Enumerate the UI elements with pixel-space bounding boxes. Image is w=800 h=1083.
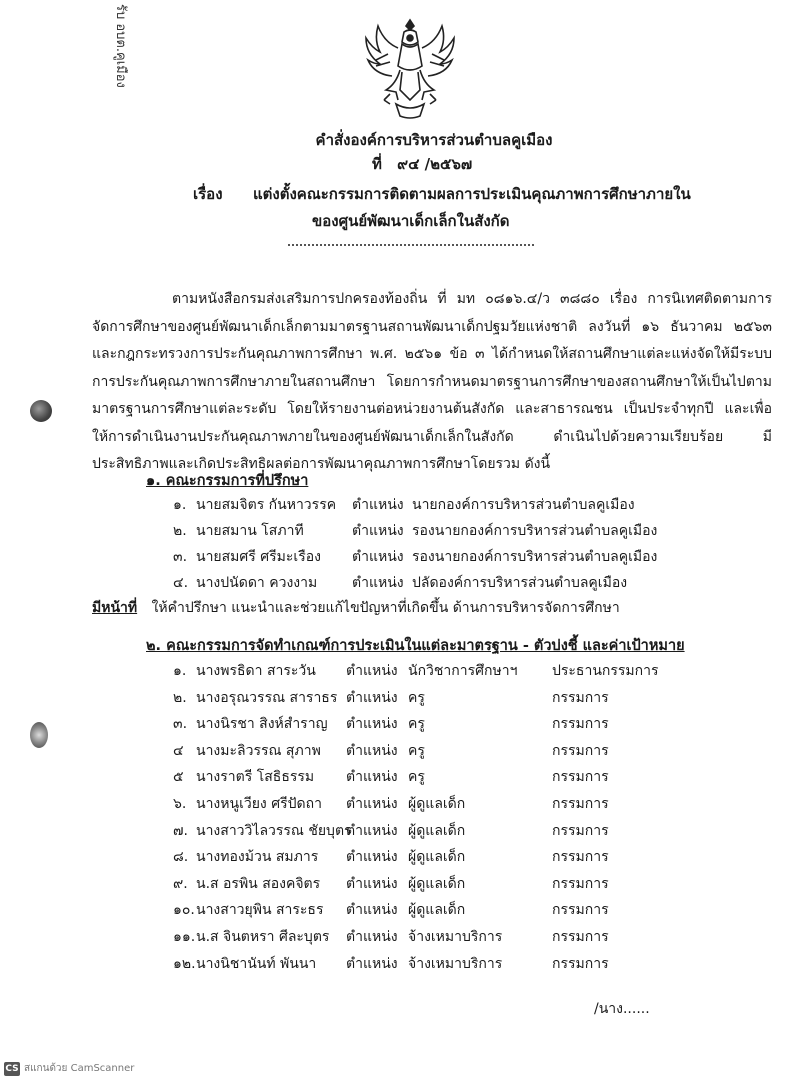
member-pos-label: ตำแหน่ง — [346, 929, 398, 945]
member-role: กรรมการ — [552, 742, 609, 759]
member-role: กรรมการ — [552, 689, 609, 706]
member-name: น.ส อรพิน สองคจิตร — [196, 875, 321, 892]
member-row — [0, 899, 800, 921]
member-name: นางสาววิไลวรรณ ชัยบุตร — [196, 822, 352, 839]
member-pos-label: ตำแหน่ง — [352, 523, 404, 539]
member-pos-label: ตำแหน่ง — [346, 796, 398, 812]
received-stamp: รับ อบต.คูเมือง — [113, 4, 128, 88]
member-position: นายกองค์การบริหารส่วนตำบลคูเมือง — [412, 497, 635, 513]
subject-line-2: ของศูนย์พัฒนาเด็กเล็กในสังกัด — [312, 212, 510, 230]
section2-title: ๒. คณะกรรมการจัดทำเกณฑ์การประเมินในแต่ละมาตรฐาน - ตัวบ่งชี้ และค่าเป้าหมาย — [146, 638, 685, 654]
member-role: กรรมการ — [552, 902, 609, 919]
member-position: ครู — [408, 689, 425, 706]
member-position: ครู — [408, 716, 425, 733]
member-row — [0, 953, 800, 975]
separator-dotted-line — [288, 244, 534, 246]
member-position: รองนายกองค์การบริหารส่วนตำบลคูเมือง — [412, 549, 658, 565]
member-no: ๑๑. — [173, 929, 196, 945]
section1-duty — [92, 597, 620, 619]
member-pos-label: ตำแหน่ง — [346, 716, 398, 733]
section1-title: ๑. คณะกรรมการที่ปรึกษา — [146, 473, 309, 489]
scanner-footer-text: สแกนด้วย CamScanner — [24, 1063, 135, 1074]
member-row — [0, 926, 800, 948]
subject-line-1: แต่งตั้งคณะกรรมการติดตามผลการประเมินคุณภาพการศึกษาภายใน — [253, 185, 691, 203]
member-name: นางพรธิดา สาระวัน — [196, 663, 316, 679]
member-name: นางนิชานันท์ พันนา — [196, 955, 317, 972]
member-name: นายสมศรี ศรีมะเรือง — [196, 549, 321, 565]
camscanner-logo-icon: CS — [5, 1063, 19, 1074]
member-row — [0, 687, 800, 709]
member-name: นางทองม้วน สมภาร — [196, 849, 319, 866]
continuation-marker: /นาง...... — [594, 1001, 650, 1017]
member-pos-label: ตำแหน่ง — [352, 549, 404, 565]
member-row — [0, 572, 800, 594]
member-position: ผู้ดูแลเด็ก — [408, 796, 466, 812]
member-name: นางปนัดดา ควงงาม — [196, 575, 318, 591]
member-name: นางหนูเวียง ศรีปัดถา — [196, 796, 322, 812]
member-name: น.ส จินตหรา ศีละบุตร — [196, 929, 330, 945]
member-row — [0, 740, 800, 762]
member-role: กรรมการ — [552, 929, 609, 945]
member-name: นางสาวยุพิน สาระธร — [196, 902, 324, 919]
member-pos-label: ตำแหน่ง — [346, 875, 398, 892]
order-title: คำสั่งองค์การบริหารส่วนตำบลคูเมือง — [315, 131, 553, 149]
order-number — [372, 152, 472, 176]
member-name: นายสมาน โสภาที — [196, 523, 304, 539]
member-no: ๖. — [173, 796, 187, 812]
member-pos-label: ตำแหน่ง — [346, 663, 398, 679]
member-position: นักวิชาการศึกษาฯ — [408, 663, 518, 679]
member-role: กรรมการ — [552, 796, 609, 812]
duty-text: ให้คำปรึกษา แนะนำและช่วยแก้ไขปัญหาที่เกิดขึ้น ด้านการบริหารจัดการศึกษา — [151, 600, 620, 616]
member-pos-label: ตำแหน่ง — [346, 769, 398, 786]
member-no: ๒. — [173, 523, 187, 539]
member-role: กรรมการ — [552, 955, 609, 972]
member-position: ผู้ดูแลเด็ก — [408, 902, 466, 919]
member-row — [0, 793, 800, 815]
member-role: กรรมการ — [552, 716, 609, 733]
member-pos-label: ตำแหน่ง — [352, 497, 404, 513]
member-name: นายสมจิตร กันหาวรรค — [196, 497, 337, 513]
member-no: ๙. — [173, 875, 188, 892]
member-no: ๑. — [173, 497, 187, 513]
member-row — [0, 520, 800, 542]
member-position: ครู — [408, 742, 425, 759]
member-row — [0, 660, 800, 682]
member-pos-label: ตำแหน่ง — [346, 689, 398, 706]
member-no: ๓. — [173, 716, 188, 733]
member-no: ๑๒. — [173, 955, 196, 972]
order-number-value: ๙๔ /๒๕๖๗ — [397, 155, 473, 173]
member-position: รองนายกองค์การบริหารส่วนตำบลคูเมือง — [412, 523, 658, 539]
member-no: ๓. — [173, 549, 188, 565]
member-position: จ้างเหมาบริการ — [408, 929, 503, 945]
member-row — [0, 846, 800, 868]
order-number-label: ที่ — [372, 155, 382, 173]
member-role: กรรมการ — [552, 849, 609, 866]
member-row — [0, 820, 800, 842]
member-role: ประธานกรรมการ — [552, 663, 659, 679]
member-name: นางราตรี โสธิธรรม — [196, 769, 315, 786]
member-pos-label: ตำแหน่ง — [346, 849, 398, 866]
member-row — [0, 546, 800, 568]
member-position: ปลัดองค์การบริหารส่วนตำบลคูเมือง — [412, 575, 628, 591]
member-pos-label: ตำแหน่ง — [346, 742, 398, 759]
member-position: ผู้ดูแลเด็ก — [408, 849, 466, 866]
member-name: นางมะลิวรรณ สุภาพ — [196, 742, 321, 759]
member-row — [0, 494, 800, 516]
punch-hole-top — [30, 400, 52, 422]
member-name: นางอรุณวรรณ สาราธร — [196, 689, 338, 706]
member-position: ผู้ดูแลเด็ก — [408, 822, 466, 839]
duty-label: มีหน้าที่ — [92, 600, 138, 616]
member-no: ๒. — [173, 689, 187, 706]
member-row — [0, 713, 800, 735]
member-position: จ้างเหมาบริการ — [408, 955, 503, 972]
subject-label: เรื่อง — [193, 185, 223, 203]
member-pos-label: ตำแหน่ง — [346, 902, 398, 919]
member-no: ๑๐. — [173, 902, 195, 919]
garuda-emblem-icon — [358, 14, 462, 122]
member-row — [0, 873, 800, 895]
body-paragraph-text: ตามหนังสือกรมส่งเสริมการปกครองท้องถิ่น ที่ มท ๐๘๑๖.๔/ว ๓๘๘๐ เรื่อง การนิเทศติดตามการจัดการศึกษาของศูนย์พัฒนาเด็กเล็กตามมาตรฐานสถานพัฒนาเด็กปฐมวัยแห่งชาติ ลงวันที่ ๑๖ ธันวาคม ๒๕๖๓ และกฎกระทรวงการประกันคุณภาพการศึกษา พ.ศ. ๒๕๖๑ ข้อ ๓ ได้กำหนดให้สถานศึกษาแต่ละแห่งจัดให้มีระบบการประกันคุณภาพการศึกษาภายในสถานศึกษา โดยการกำหนดมาตรฐานการศึกษาของสถานศึกษาให้เป็นไปตามมาตรฐานการศึกษาแต่ละระดับ โดยให้รายงานต่อหน่วยงานต้นสังกัด และสาธารณชน เป็นประจำทุกปี และเพื่อให้การดำเนินงานประกันคุณภาพภายในของศูนย์พัฒนาเด็กเล็กในสังกัด ดำเนินไปด้วยความเรียบร้อย มีประสิทธิภาพและเกิดประสิทธิผลต่อการพัฒนาคุณภาพการศึกษาโดยรวม ดังนี้ — [92, 291, 772, 472]
member-role: กรรมการ — [552, 769, 609, 786]
member-position: ผู้ดูแลเด็ก — [408, 875, 466, 892]
member-name: นางนิรชา สิงห์สำราญ — [196, 716, 328, 733]
member-role: กรรมการ — [552, 822, 609, 839]
member-no: ๕ — [173, 769, 184, 786]
member-no: ๗. — [173, 822, 188, 839]
member-no: ๑. — [173, 663, 187, 679]
member-role: กรรมการ — [552, 875, 609, 892]
member-row — [0, 766, 800, 788]
member-position: ครู — [408, 769, 425, 786]
member-pos-label: ตำแหน่ง — [352, 575, 404, 591]
member-no: ๔. — [173, 575, 189, 591]
body-paragraph — [92, 286, 772, 479]
scanner-footer — [4, 1061, 134, 1076]
member-pos-label: ตำแหน่ง — [346, 822, 398, 839]
member-no: ๔ — [173, 742, 184, 759]
member-no: ๘. — [173, 849, 189, 866]
member-pos-label: ตำแหน่ง — [346, 955, 398, 972]
